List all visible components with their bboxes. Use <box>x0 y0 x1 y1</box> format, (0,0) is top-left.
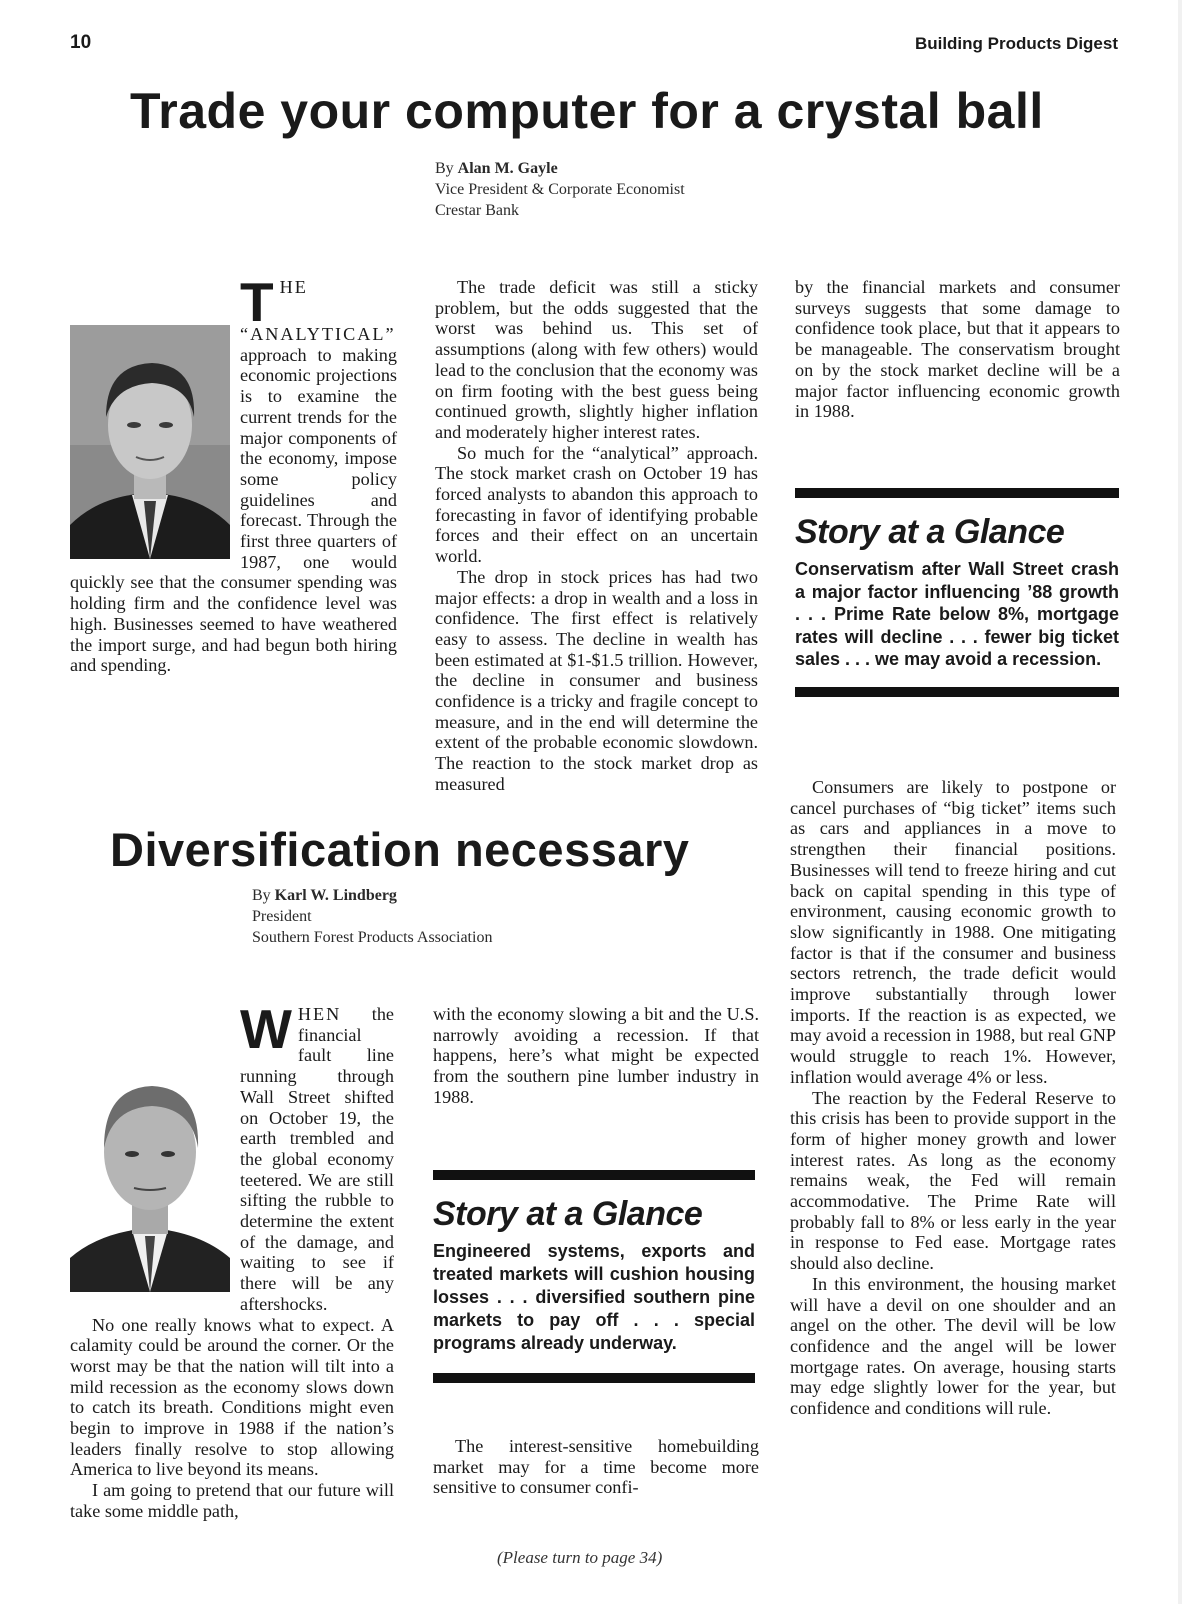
paragraph: In this environment, the housing market will have a devil on one shoulder and an angel on the other. The devil will be low confidence and the angel will be lower mortgage rates. On average, housing starts may edge slightly lower for the year, but confidence and conditions will rule. <box>790 1273 1116 1419</box>
page-edge <box>1178 0 1182 1604</box>
author-title: Vice President & Corporate Economist <box>435 181 685 198</box>
article-2-column-2-top <box>433 1004 759 1108</box>
article-1-column-2 <box>435 277 758 795</box>
article-2-column-2-bottom <box>433 1436 759 1498</box>
paragraph: the financial fault line running through Wall Street shifted on October 19, the earth trembled and the global economy teetered. We are still sifting the rubble to determine the extent of the damage, and waiting to see if there will be any aftershocks. <box>240 1004 394 1314</box>
author-title: President <box>252 908 312 925</box>
portrait-photo-icon <box>70 1052 230 1292</box>
paragraph: approach to making economic projections is to examine the current trends for the major components of the economy, impose some policy guidelines and forecast. Through the first three quarters of 1987, one would quickly see that the consumer spending was holding firm and the confidence level was high. Businesses seemed to have weathered the import surge, and had begun both hiring and spending. <box>70 344 397 676</box>
glance-text: Engineered systems, exports and treated markets will cushion housing losses . . . diversified southern pine markets to pay off . . . special programs already underway. <box>433 1241 755 1353</box>
paragraph: Consumers are likely to postpone or cancel purchases of “big ticket” items such as cars and appliances in a move to strengthen their financial positions. Businesses will tend to freeze hiring and cut back on capital spending in this type of environment, causing economic growth to slow significantly in 1988. One mitigating factor is that if the consumer and business sectors retrench, the trade deficit would improve substantially through lower imports. If the reaction is as expected, we may avoid a recession in 1988, but real GNP would struggle to reach 1%. However, inflation would average 4% or less. <box>790 777 1116 1087</box>
paragraph: by the financial markets and consumer surveys suggests that some damage to confidence took place, but that it appears to be manageable. The conservatism brought on by the stock market decline will be a major factor influencing economic growth in 1988. <box>795 277 1120 422</box>
drop-cap: T <box>240 271 274 333</box>
paragraph: The trade deficit was still a sticky problem, but the odds suggested that the worst was behind us. This set of assumptions (along with few others) would lead to the conclusion that the economy was on firm footing with the best guess being continued growth, slightly higher inflation and moderately higher interest rates. <box>435 277 758 442</box>
glance-text: Conservatism after Wall Street crash a major factor influencing ’88 growth . . . Prime Rate below 8%, mortgage rates will decline . . . fewer big ticket sales . . . we may avoid a recession. <box>795 559 1119 669</box>
paragraph: No one really knows what to expect. A calamity could be around the corner. Or the worst may be that the nation will tilt into a mild recession as the economy slows down to catch its breath. Conditions might even begin to improve in 1988 if the nation’s leaders finally resolve to stop allowing America to live beyond its means. <box>70 1314 394 1480</box>
paragraph: So much for the “analytical” approach. The stock market crash on October 19 has forced analysts to abandon this approach to forecasting in favor of identifying probable forces and their effect on an uncertain world. <box>435 442 758 567</box>
drop-cap: W <box>240 998 292 1060</box>
article-2-byline <box>252 885 492 948</box>
article-1-column-1 <box>70 271 397 676</box>
author-photo <box>70 325 230 559</box>
paragraph: I am going to pretend that our future will take some middle path, <box>70 1480 394 1521</box>
article-1-continuation-column <box>790 777 1116 1419</box>
article-1-column-3 <box>795 277 1120 422</box>
article-2-headline: Diversification necessary <box>110 823 690 876</box>
glance-title: Story at a Glance <box>795 513 1065 551</box>
article-1-byline <box>435 158 685 221</box>
article-1-headline: Trade your computer for a crystal ball <box>130 83 1044 139</box>
byline-prefix: By <box>435 160 454 177</box>
story-at-a-glance-box <box>433 1170 755 1383</box>
paragraph: The interest-sensitive homebuilding market may for a time become more sensitive to consumer confi- <box>433 1436 759 1498</box>
story-at-a-glance-box <box>795 488 1119 697</box>
author-company: Southern Forest Products Association <box>252 929 493 946</box>
paragraph: The reaction by the Federal Reserve to this crisis has been to provide support in the form of higher money growth and lower interest rates. As long as the economy remains weak, the Fed will remain accommodative. The Prime Rate will probably fall to 8% or less early in the year in response to Fed ease. Mortgage rates should also decline. <box>790 1087 1116 1274</box>
continued-note: (Please turn to page 34) <box>497 1548 663 1567</box>
page-number: 10 <box>70 32 92 53</box>
article-2-column-1 <box>70 998 394 1522</box>
author-company: Crestar Bank <box>435 202 519 219</box>
author-name: Karl W. Lindberg <box>274 887 397 904</box>
magazine-name: Building Products Digest <box>914 34 1118 53</box>
author-photo <box>70 1052 230 1292</box>
byline-prefix: By <box>252 887 271 904</box>
paragraph: The drop in stock prices has had two major effects: a drop in wealth and a loss in confidence. The first effect is relatively easy to assess. The decline in wealth has been estimated at $1-$1.5 trillion. However, the decline in consumer and business confidence is a tricky and fragile concept to measure, and in the end will determine the extent of the probable economic slowdown. The reaction to the stock market drop as measured <box>435 566 758 794</box>
paragraph: with the economy slowing a bit and the U.S. narrowly avoiding a recession. If that happens, here’s what might be expected from the southern pine lumber industry in 1988. <box>433 1004 759 1107</box>
lead-in-caps: HE “ANALYTICAL” <box>240 277 396 344</box>
author-name: Alan M. Gayle <box>457 160 558 177</box>
glance-title: Story at a Glance <box>433 1195 703 1233</box>
lead-in-caps: HEN <box>297 1004 342 1024</box>
portrait-photo-icon <box>70 325 230 559</box>
